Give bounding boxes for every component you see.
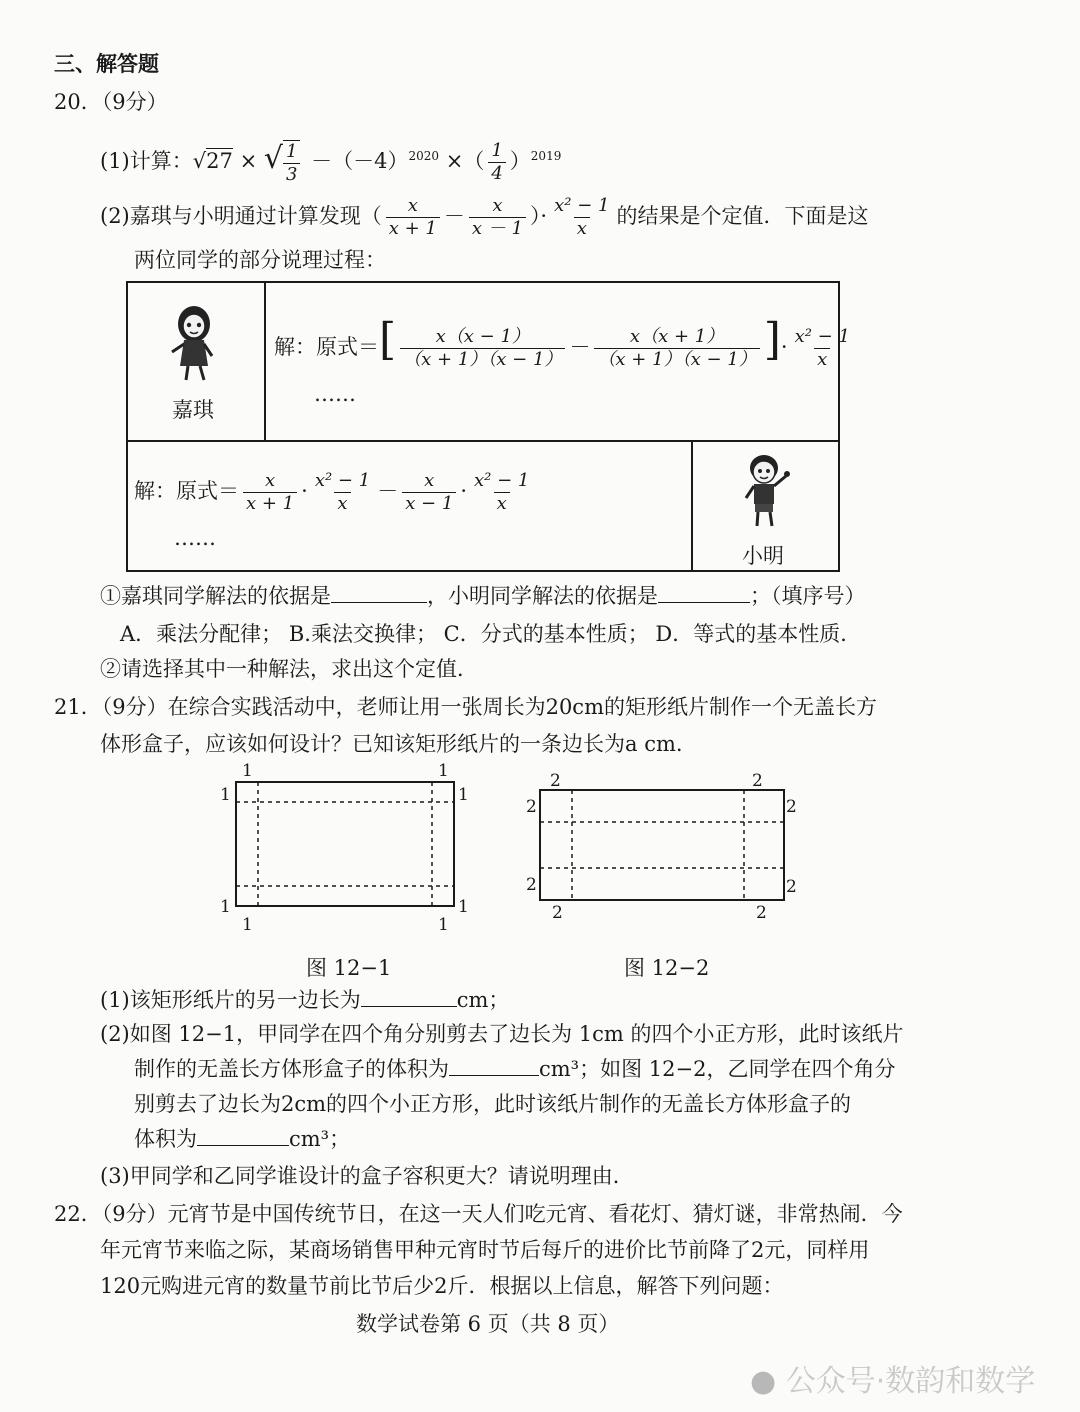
minus-neg4: －（－4） [311, 149, 409, 173]
q21-part2-line2 [134, 1055, 895, 1083]
sub1-text-b: ，小明同学解法的依据是 [427, 584, 658, 608]
times-paren: ×（ [445, 149, 485, 173]
q20-part1 [100, 136, 561, 186]
wechat-icon: ● [750, 1364, 777, 1399]
minus-sign: － [377, 479, 399, 503]
jiaqi-fraction-3: $\frac{\text{x² − 1}}{x}$ [794, 326, 850, 370]
q21-part2-line3: 别剪去了边长为2cm的四个小正方形，此时该纸片制作的无盖长方体形盒子的 [134, 1092, 852, 1116]
exponent-2019: 2019 [530, 149, 562, 163]
close-paren: ） [509, 149, 531, 173]
q22-line2: 年元宵节来临之际，某商场销售甲种元宵时节后每斤的进价比节前降了2元，同样用 [100, 1238, 870, 1262]
section-title: 三、解答题 [54, 52, 159, 76]
xm-fraction-1: $\frac{x}{x + 1}$ [243, 470, 297, 515]
fraction-x-over-x-plus-1: $\frac{x}{x + 1}$ [386, 195, 440, 240]
fig2-label-left-bottom: 2 [526, 875, 537, 895]
fraction-one-fourth: $\frac{1}{4}$ [488, 140, 505, 185]
watermark [750, 1356, 1035, 1400]
q21-part3: (3)甲同学和乙同学谁设计的盒子容积更大？请说明理由． [100, 1164, 634, 1188]
fig2-label-left-top: 2 [526, 797, 537, 817]
table-row-divider [126, 440, 840, 442]
minus-sign: － [569, 335, 591, 359]
sqrt-symbol-2: √ [263, 141, 283, 176]
xiaoming-name: 小明 [742, 544, 784, 568]
q21-part2-line1: (2)如图 12−1，甲同学在四个角分别剪去了边长为 1cm 的四个小正方形，此时该纸片 [100, 1022, 904, 1046]
xm-fraction-3: $\frac{x}{x - 1}$ [402, 470, 456, 515]
fig1-label-right-bottom: 1 [458, 897, 469, 917]
fig1-label-left-bottom: 1 [220, 897, 231, 917]
q22-line1: 22．（9分）元宵节是中国传统节日，在这一天人们吃元宵、看花灯、猜灯谜，非常热闹．今 [54, 1202, 903, 1226]
jiaqi-solution [274, 314, 857, 373]
fig2-label-top-right: 2 [752, 771, 763, 791]
answer-blank-volume-1[interactable] [449, 1057, 539, 1076]
xiaoming-solution-prefix: 解：原式＝ [134, 479, 239, 503]
jiaqi-fraction-2: $\frac{x(x + 1)}{(x + 1)(x - 1)}$ [594, 326, 759, 371]
dot-sign: ）· [529, 204, 548, 228]
q21-line2: 体形盒子，应该如何设计？已知该矩形纸片的一条边长为a cm. [100, 732, 683, 756]
table-col-divider-top [264, 281, 266, 442]
sqrt-symbol: √ [192, 149, 207, 173]
sqrt-radicand: 27 [206, 149, 233, 173]
sub1-text-c: ；（填序号） [750, 584, 866, 608]
fraction-one-third: $\frac{1}{3}$ [283, 140, 300, 186]
boy-avatar-icon [734, 452, 796, 530]
q20-part2-prefix: (2)嘉琪与小明通过计算发现（ [100, 204, 382, 228]
left-bracket: [ [379, 314, 397, 365]
q20-part2-suffix: 的结果是个定值．下面是这 [616, 204, 869, 228]
table-col-divider-bottom [691, 440, 693, 570]
girl-avatar-icon [162, 304, 226, 384]
watermark-text: 公众号·数韵和数学 [785, 1364, 1036, 1399]
fraction-x-over-x-minus-1: $\frac{x}{x - 1}$ [469, 195, 526, 240]
times-sign: × [239, 149, 258, 173]
figure-12-1-caption: 图 12−1 [306, 956, 392, 980]
q20-sub1 [100, 582, 866, 610]
q21-part2-text-d: cm³； [289, 1127, 351, 1151]
q20-heading: 20．（9分） [54, 90, 168, 114]
q20-sub2: ②请选择其中一种解法，求出这个定值． [100, 657, 478, 681]
q20-options: A．乘法分配律； B.乘法交换律； C．分式的基本性质； D．等式的基本性质． [120, 622, 862, 646]
q21-part2-text-c: 体积为 [134, 1127, 197, 1151]
dot-sign: · [780, 335, 788, 359]
answer-blank-jiaqi[interactable] [331, 584, 427, 603]
q21-part2-line4 [134, 1125, 350, 1153]
fig1-label-top-right: 1 [438, 761, 449, 781]
figure-12-2 [520, 768, 810, 928]
jiaqi-name: 嘉琪 [172, 398, 214, 422]
fig1-label-right-top: 1 [458, 785, 469, 805]
q21-part2-text-b: cm³；如图 12−2，乙同学在四个角分 [539, 1057, 896, 1081]
right-bracket: ] [763, 314, 781, 365]
q21-part1 [100, 986, 509, 1014]
q20-part1-prefix: (1)计算： [100, 149, 193, 173]
xm-fraction-2: $\frac{\text{x² − 1}}{x}$ [314, 470, 371, 514]
dot-sign-2: · [460, 479, 468, 503]
page-footer: 数学试卷第 6 页（共 8 页） [356, 1312, 620, 1336]
q21-line1: 21．（9分）在综合实践活动中，老师让用一张周长为20cm的矩形纸片制作一个无盖长方 [54, 695, 877, 719]
fig2-label-right-top: 2 [786, 797, 797, 817]
answer-blank-side-length[interactable] [361, 988, 457, 1007]
fig2-label-top-left: 2 [550, 771, 561, 791]
xiaoming-solution [134, 466, 536, 516]
xiaoming-ellipsis: …… [174, 526, 216, 550]
q22-line3: 120元购进元宵的数量节前比节后少2斤．根据以上信息，解答下列问题： [100, 1274, 784, 1298]
xm-fraction-4: $\frac{\text{x² − 1}}{x}$ [474, 470, 530, 514]
fraction-x2-minus-1-over-x: $\frac{\text{x² − 1}}{x}$ [554, 195, 610, 239]
fig1-label-left-top: 1 [220, 785, 231, 805]
jiaqi-ellipsis: …… [314, 382, 356, 406]
q21-part1-unit: cm； [456, 988, 510, 1012]
q20-part2-line2: 两位同学的部分说理过程： [134, 248, 386, 272]
q21-part1-text: (1)该矩形纸片的另一边长为 [100, 988, 361, 1012]
figure-12-2-caption: 图 12−2 [624, 956, 710, 980]
fig2-label-right-bottom: 2 [786, 877, 797, 897]
figure-12-1 [210, 760, 480, 932]
fig2-label-bottom-right: 2 [756, 903, 767, 923]
fig1-label-top-left: 1 [242, 761, 253, 781]
fig1-label-bottom-left: 1 [242, 915, 253, 932]
dot-sign: · [301, 479, 308, 503]
q21-part2-text-a: 制作的无盖长方体形盒子的体积为 [134, 1057, 449, 1081]
jiaqi-solution-prefix: 解：原式＝ [274, 335, 379, 359]
fig1-label-bottom-right: 1 [438, 915, 449, 932]
q20-part2-line1 [100, 194, 868, 240]
minus-sign: － [443, 204, 465, 228]
sub1-text-a: ①嘉琪同学解法的依据是 [100, 584, 331, 608]
exponent-2020: 2020 [408, 149, 440, 163]
jiaqi-fraction-1: $\frac{x(x - 1)}{(x + 1)(x - 1)}$ [400, 326, 565, 371]
fig2-label-bottom-left: 2 [552, 903, 563, 923]
answer-blank-xiaoming[interactable] [658, 584, 750, 603]
answer-blank-volume-2[interactable] [197, 1127, 289, 1146]
